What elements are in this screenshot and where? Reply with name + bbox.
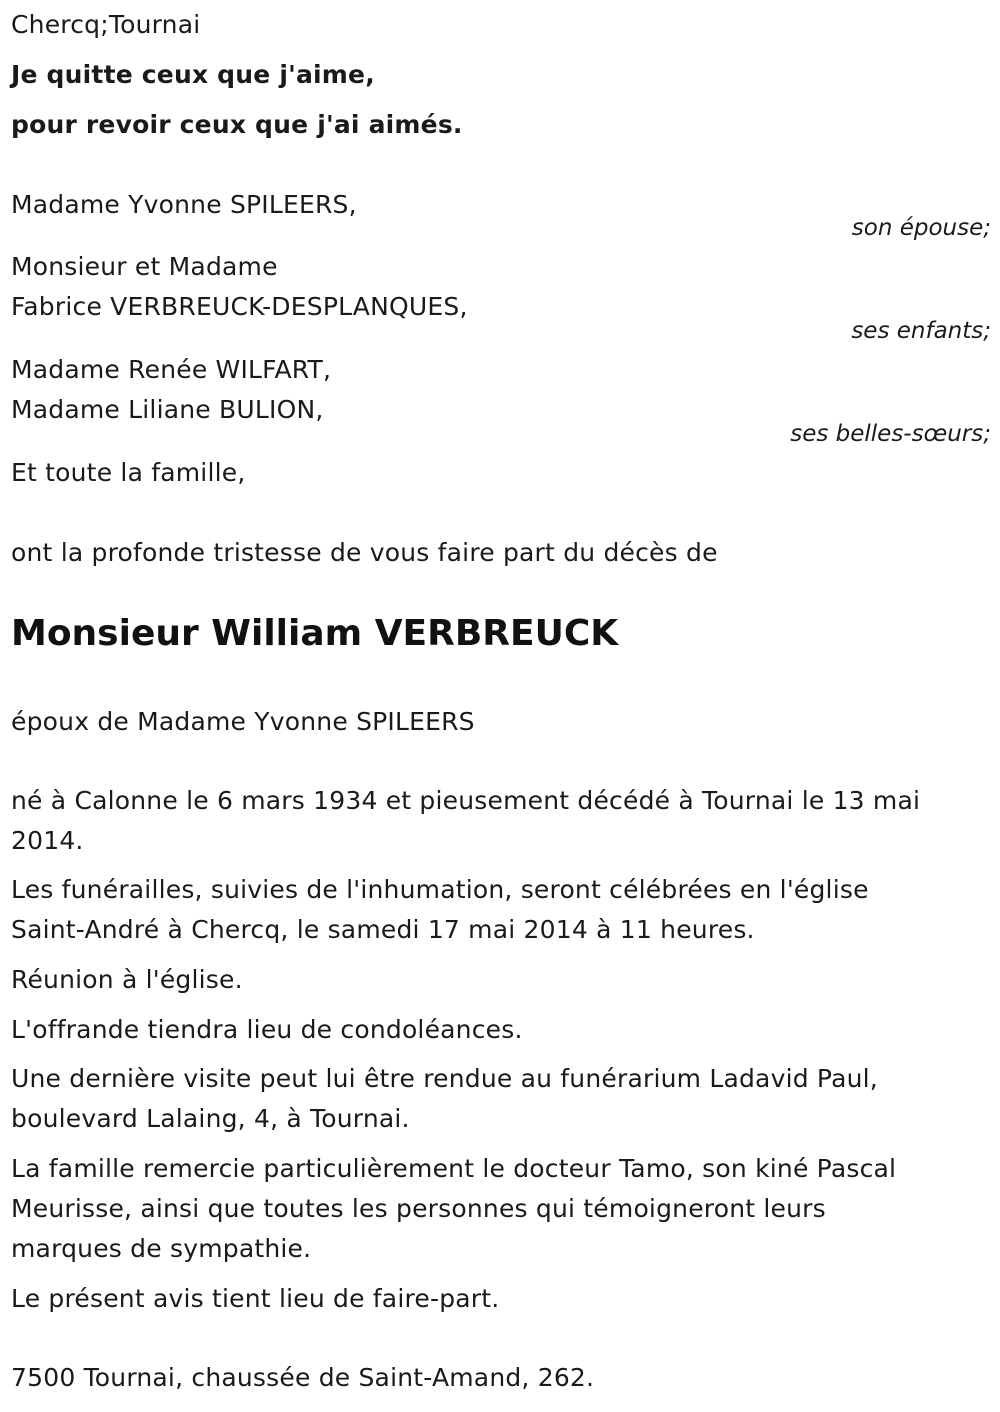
birth-death-line-1: né à Calonne le 6 mars 1934 et pieusement décédé à Tournai le 13 mai (11, 786, 921, 815)
notice-line: Le présent avis tient lieu de faire-part. (11, 1284, 500, 1313)
sister-in-law-1: Madame Renée WILFART, (11, 355, 332, 384)
offering-line: L'offrande tiendra lieu de condoléances. (11, 1015, 523, 1044)
spouse-relation: son épouse; (851, 215, 991, 241)
thanks-line-3: marques de sympathie. (11, 1234, 312, 1263)
rest-of-family: Et toute la famille, (11, 458, 246, 487)
thanks-line-2: Meurisse, ainsi que toutes les personnes qui témoigneront leurs (11, 1194, 826, 1223)
spouse-of-line: époux de Madame Yvonne SPILEERS (11, 707, 475, 736)
quote-line-1: Je quitte ceux que j'aime, (11, 60, 375, 89)
visit-line-2: boulevard Lalaing, 4, à Tournai. (11, 1104, 410, 1133)
obituary-page (11, 0, 991, 1412)
quote-line-2: pour revoir ceux que j'ai aimés. (11, 110, 463, 139)
spouse-name: Madame Yvonne SPILEERS, (11, 190, 357, 219)
birth-death-line-2: 2014. (11, 826, 84, 855)
sisters-in-law-relation: ses belles-sœurs; (790, 421, 991, 447)
location-header: Chercq;Tournai (11, 10, 201, 39)
thanks-line-1: La famille remercie particulièrement le docteur Tamo, son kiné Pascal (11, 1154, 897, 1183)
address-line: 7500 Tournai, chaussée de Saint-Amand, 262. (11, 1363, 595, 1392)
sister-in-law-2: Madame Liliane BULION, (11, 395, 324, 424)
visit-line-1: Une dernière visite peut lui être rendue au funérarium Ladavid Paul, (11, 1064, 878, 1093)
children-line-1: Monsieur et Madame (11, 252, 278, 281)
children-line-2: Fabrice VERBREUCK-DESPLANQUES, (11, 292, 468, 321)
announcement-text: ont la profonde tristesse de vous faire part du décès de (11, 538, 718, 567)
meeting-line: Réunion à l'église. (11, 965, 243, 994)
deceased-name: Monsieur William VERBREUCK (11, 613, 619, 654)
funeral-line-2: Saint-André à Chercq, le samedi 17 mai 2014 à 11 heures. (11, 915, 755, 944)
children-relation: ses enfants; (851, 318, 991, 344)
funeral-line-1: Les funérailles, suivies de l'inhumation, seront célébrées en l'église (11, 875, 869, 904)
